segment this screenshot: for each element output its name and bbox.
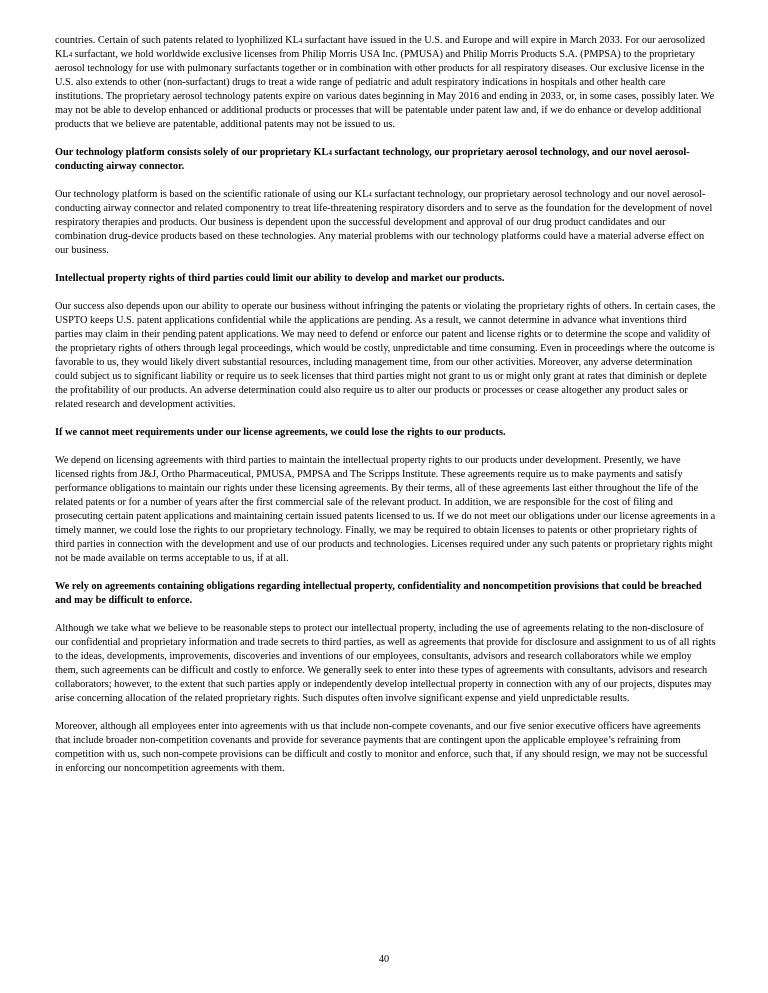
- document-page: [55, 34, 716, 790]
- heading-third-party-ip: Intellectual property rights of third parties could limit our ability to develop and market our products.: [55, 273, 505, 284]
- paragraph-license-agreements: We depend on licensing agreements with third parties to maintain the intellectual property rights to our products under development. Presently, we have licensed rights from J&J, Ortho Pharmaceutical, PMUSA, PMPSA and The Scripps Institute. These agreements require us to make payments and satisfy performance obligations to maintain our rights under these licensing agreements. By their terms, all of these agreements last either throughout the life of the related patents or for a number of years after the first commercial sale of the relevant product. In addition, we are responsible for the cost of filing and prosecuting certain patent applications and maintaining certain issued patents licensed to us. If we do not meet our obligations under our license agreements in a timely manner, we could lose the rights to our proprietary technology. Finally, we may be required to obtain licenses to patents or other proprietary rights of third parties in connection with the development and use of our products and technologies. Licenses required under any such patents or proprietary rights might not be made available on terms acceptable to us, if at all.: [55, 455, 716, 564]
- heading-license-agreements: If we cannot meet requirements under our license agreements, we could lose the rights to our products.: [55, 427, 506, 438]
- paragraph-confidentiality-agreements: Although we take what we believe to be reasonable steps to protect our intellectual property, including the use of agreements relating to the non-disclosure of our confidential and proprietary information and trade secrets to third parties, as well as agreements that provide for disclosure and assignment to us of all rights to the ideas, developments, improvements, discoveries and inventions of our employees, consultants, advisors and research collaborators while we employ them, such agreements can be difficult and costly to enforce. We generally seek to enter into these types of agreements with consultants, advisors and research collaborators; however, to the extent that such parties apply or independently develop intellectual property in connection with any of our projects, disputes may arise concerning allocation of the related proprietary rights. Such disputes often involve significant expense and yield unpredictable results.: [55, 623, 716, 704]
- page-number: 40: [378, 954, 390, 965]
- heading-confidentiality-agreements: We rely on agreements containing obligations regarding intellectual property, confidentiality and noncompetition provisions that could be breached and may be difficult to enforce.: [55, 581, 702, 606]
- paragraph-third-party-ip: Our success also depends upon our ability to operate our business without infringing the patents or violating the proprietary rights of others. In certain cases, the USPTO keeps U.S. patent applications confidential while the applications are pending. As a result, we cannot determine in advance what inventions third parties may claim in their pending patent applications. We may need to defend or enforce our patent and license rights or to determine the scope and validity of the proprietary rights of others through legal proceedings, which would be costly, unpredictable and time consuming. Even in proceedings where the outcome is favorable to us, they would likely divert substantial resources, including management time, from our other activities. Moreover, any adverse determination could subject us to significant liability or require us to seek licenses that third parties might not grant to us or might only grant at rates that diminish or deplete the profitability of our products. An adverse determination could also require us to alter our products or processes or cease altogether any product sales or related research and development activities.: [55, 301, 716, 410]
- paragraph-patents-continued: countries. Certain of such patents related to lyophilized KL4 surfactant have issued in the U.S. and Europe and will expire in March 2033. For our aerosolized KL4 surfactant, we hold worldwide exclusive licenses from Philip Morris USA Inc. (PMUSA) and Philip Morris Products S.A. (PMPSA) to the proprietary aerosol technology for use with pulmonary surfactants together or in combination with other products for all respiratory diseases. Our exclusive license in the U.S. also extends to other (non-surfactant) drugs to treat a wide range of pediatric and adult respiratory indications in hospitals and other health care institutions. The proprietary aerosol technology patents expire on various dates beginning in May 2016 and ending in 2033, or, in some cases, possibly later. We may not be able to develop enhanced or additional products or processes that will be patentable under patent law and, if we do enhance or develop additional products that we believe are patentable, additional patents may not be issued to us.: [55, 35, 715, 130]
- paragraph-non-compete: Moreover, although all employees enter into agreements with us that include non-compete covenants, and our five senior executive officers have agreements that include broader non-competition covenants and provide for severance payments that are contingent upon the applicable employee’s refraining from competition with us, such non-compete provisions can be difficult and costly to monitor and enforce, such that, if any should resign, we may not be successful in enforcing our noncompetition agreements with them.: [55, 721, 708, 774]
- heading-technology-platform: Our technology platform consists solely of our proprietary KL4 surfactant technology, our proprietary aerosol technology, and our novel aerosol-conducting airway connector.: [55, 147, 690, 172]
- paragraph-technology-platform: Our technology platform is based on the scientific rationale of using our KL4 surfactant technology, our proprietary aerosol technology and our novel aerosol-conducting airway connector and related componentry to treat life-threatening respiratory disorders and to serve as the foundation for the development of novel respiratory therapies and products. Our business is dependent upon the successful development and approval of our drug product candidates and our combination drug-device products based on these technologies. Any material problems with our technology platforms could have a material adverse effect on our business.: [55, 189, 713, 256]
